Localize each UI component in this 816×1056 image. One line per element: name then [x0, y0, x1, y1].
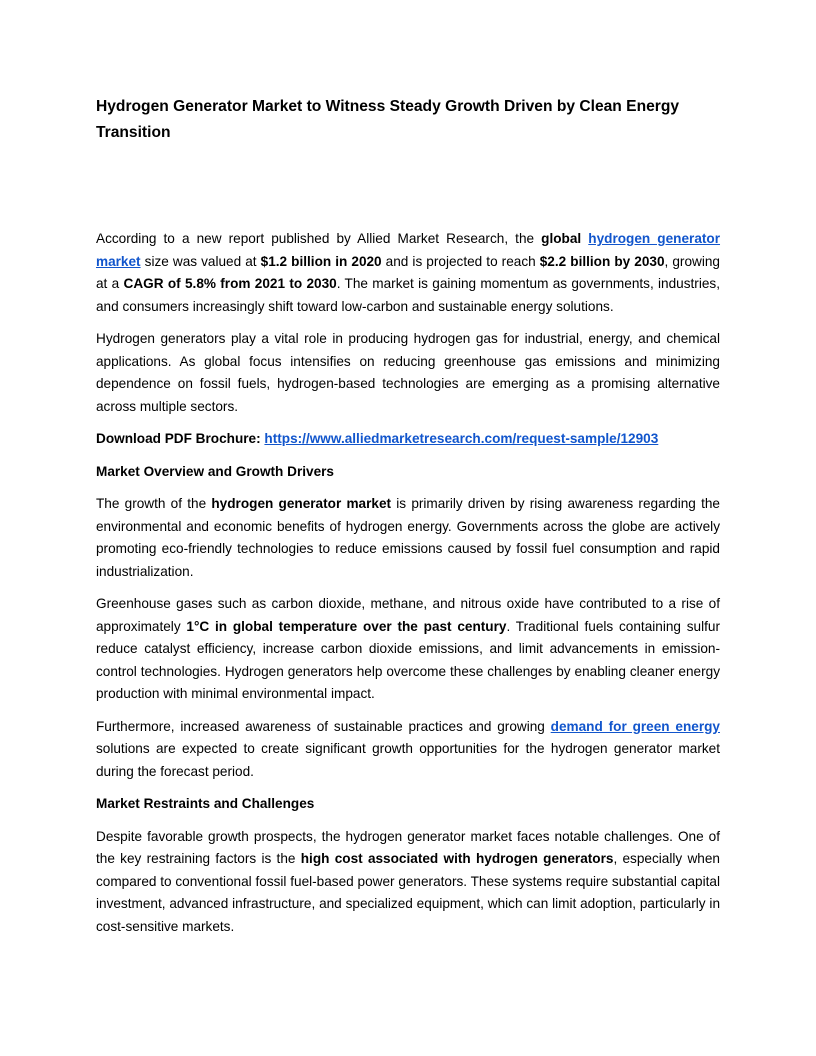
section-heading-restraints: Market Restraints and Challenges	[96, 796, 315, 811]
text: The growth of the	[96, 496, 212, 511]
text: solutions are expected to create significant growth opportunities for the hydrogen generator market during the forecast period.	[96, 741, 720, 779]
text: Greenhouse gases such as carbon dioxide, methane, and nitrous oxide have contributed to a rise of approximately	[96, 596, 720, 634]
intro-paragraph	[96, 228, 720, 318]
bold-text: $2.2 billion by 2030	[539, 253, 665, 269]
hydrogen-generator-market-link[interactable]: hydrogen generator market	[96, 231, 721, 269]
green-energy-demand-link[interactable]: demand for green energy	[550, 718, 720, 734]
bold-text: CAGR of 5.8% from 2021 to 2030	[123, 276, 337, 291]
bold-text: $1.2 billion in 2020	[260, 253, 382, 269]
text: . Traditional fuels containing sulfur reduce catalyst efficiency, increase carbon dioxide emissions, and limit advancements in emission-control technologies. Hydrogen generators help overcome these challenges by enabling cleaner energy production with minimal environmental impact.	[96, 618, 720, 701]
bold-text: global	[541, 231, 582, 246]
growth-paragraph	[96, 493, 720, 583]
text: and is projected to reach	[381, 253, 540, 269]
document-title: Hydrogen Generator Market to Witness Steady Growth Driven by Clean Energy Transition	[96, 98, 680, 141]
download-label: Download PDF Brochure:	[96, 431, 265, 446]
document-page	[96, 94, 720, 948]
text: size was valued at	[140, 253, 261, 269]
bold-text: 1°C in global temperature over the past century	[186, 618, 507, 634]
text: According to a new report published by Allied Market Research, the	[96, 231, 542, 246]
download-brochure-line	[96, 428, 720, 451]
title-spacer	[96, 146, 720, 228]
text: is primarily driven by rising awareness regarding the environmental and economic benefits of hydrogen energy. Governments across the globe are actively promoting eco-friendly technologies to reduce emissions caused by fossil fuel consumption and rapid industrialization.	[96, 496, 720, 579]
opportunity-paragraph	[96, 716, 720, 784]
greenhouse-paragraph	[96, 593, 720, 706]
section-heading-overview: Market Overview and Growth Drivers	[96, 463, 334, 479]
request-sample-link[interactable]: https://www.alliedmarketresearch.com/request-sample/12903	[264, 431, 659, 446]
text: , growing at a	[96, 253, 720, 291]
bold-text: high cost associated with hydrogen generators	[300, 851, 614, 866]
text: . The market is gaining momentum as governments, industries, and consumers increasingly shift toward low-carbon and sustainable energy solutions.	[96, 276, 720, 314]
text: , especially when compared to conventional fossil fuel-based power generators. These systems require substantial capital investment, advanced infrastructure, and specialized equipment, which can limit adoption, particularly in cost-sensitive markets.	[96, 851, 720, 934]
role-paragraph: Hydrogen generators play a vital role in producing hydrogen gas for industrial, energy, and chemical applications. As global focus intensifies on reducing greenhouse gas emissions and minimizing dependence on fossil fuels, hydrogen-based technologies are emerging as a promising alternative across multiple sectors.	[96, 331, 720, 414]
bold-text: hydrogen generator market	[211, 496, 392, 511]
text: Despite favorable growth prospects, the hydrogen generator market faces notable challenges. One of the key restraining factors is the	[96, 828, 720, 866]
text: Furthermore, increased awareness of sustainable practices and growing	[96, 718, 551, 734]
restraints-paragraph	[96, 826, 720, 939]
